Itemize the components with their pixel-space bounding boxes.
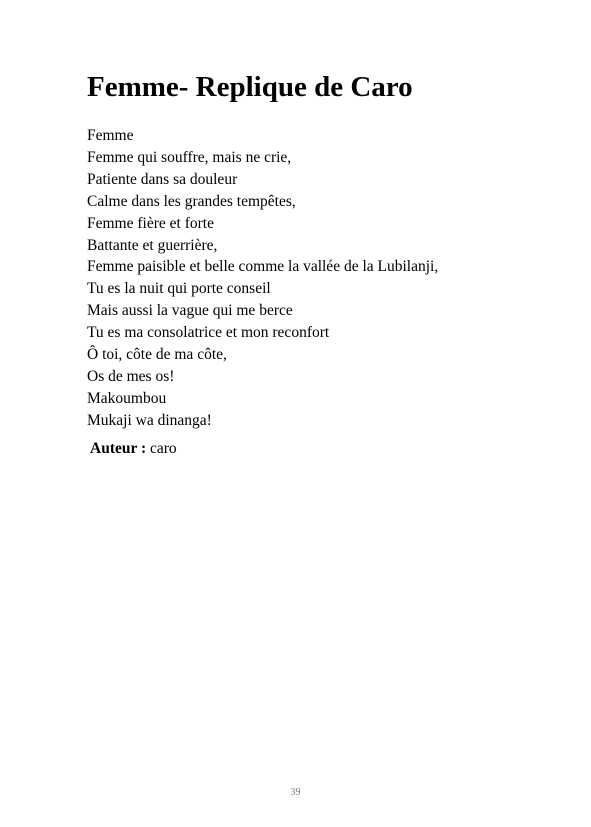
page-number: 39	[290, 787, 301, 798]
poem-line: Femme qui souffre, mais ne crie,	[87, 148, 292, 166]
author-name: caro	[150, 440, 177, 457]
poem-line: Mais aussi la vague qui me berce	[87, 302, 293, 320]
author-credit	[90, 438, 177, 460]
poem-line: Femme fière et forte	[87, 214, 214, 232]
poem-line: Femme	[87, 127, 134, 144]
poem-line: Tu es ma consolatrice et mon reconfort	[87, 324, 330, 342]
poem-line: Tu es la nuit qui porte conseil	[87, 280, 271, 298]
author-label: Auteur :	[90, 440, 147, 457]
poem-line: Battante et guerrière,	[87, 236, 218, 254]
poem-title: Femme- Replique de Caro	[87, 71, 413, 103]
poem-line: Makoumbou	[87, 389, 167, 407]
poem-line: Patiente dans sa douleur	[87, 170, 238, 188]
poem-line: Ô toi, côte de ma côte,	[87, 346, 227, 364]
poem-line: Calme dans les grandes tempêtes,	[87, 192, 296, 210]
poem-line: Femme paisible et belle comme la vallée de la Lubilanji,	[87, 258, 439, 276]
poem-body	[87, 125, 438, 432]
poem-line: Os de mes os!	[87, 367, 175, 385]
poem-line: Mukaji wa dinanga!	[87, 411, 212, 429]
